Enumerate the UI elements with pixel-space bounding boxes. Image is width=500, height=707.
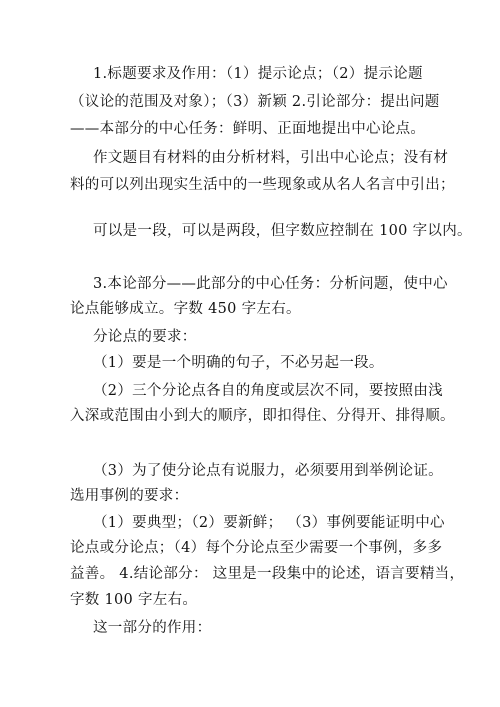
text-line-14: 选用事例的要求：	[70, 488, 189, 504]
text-line-19: 这一部分的作用：	[93, 620, 212, 636]
text-line-7: 3.本论部分——此部分的中心任务：分析问题，使中心	[93, 276, 448, 292]
text-line-16: 论点或分论点；（4）每个分论点至少需要一个事例，多多	[70, 540, 443, 556]
text-line-11: （2）三个分论点各自的角度或层次不同，要按照由浅	[93, 383, 443, 399]
text-line-4: 作文题目有材料的由分析材料，引出中心论点；没有材	[93, 150, 449, 166]
text-line-8: 论点能够成立。字数 450 字左右。	[70, 301, 301, 317]
text-line-18: 字数 100 字左右。	[70, 592, 198, 608]
text-line-12: 入深或范围由小到大的顺序，即扣得住、分得开、排得顺。	[70, 408, 455, 424]
text-line-9: 分论点的要求：	[93, 329, 197, 345]
text-line-2: （议论的范围及对象）；（3）新颖 2.引论部分：提出问题	[70, 94, 440, 110]
text-line-13: （3）为了使分论点有说服力，必须要用到举例论证。	[93, 463, 443, 479]
text-line-17: 益善。 4.结论部分： 这里是一段集中的论述，语言要精当，	[70, 566, 465, 582]
text-line-10: （1）要是一个明确的句子，不必另起一段。	[93, 355, 384, 371]
text-line-1: 1.标题要求及作用：（1）提示论点；（2）提示论题	[93, 66, 423, 82]
text-line-6: 可以是一段，可以是两段，但字数应控制在 100 字以内。	[93, 223, 472, 239]
text-line-3: ——本部分的中心任务：鲜明、正面地提出中心论点。	[70, 121, 426, 137]
text-line-5: 料的可以列出现实生活中的一些现象或从名人名言中引出；	[70, 177, 455, 193]
text-line-15: （1）要典型；（2）要新鲜； （3）事例要能证明中心	[93, 515, 445, 531]
